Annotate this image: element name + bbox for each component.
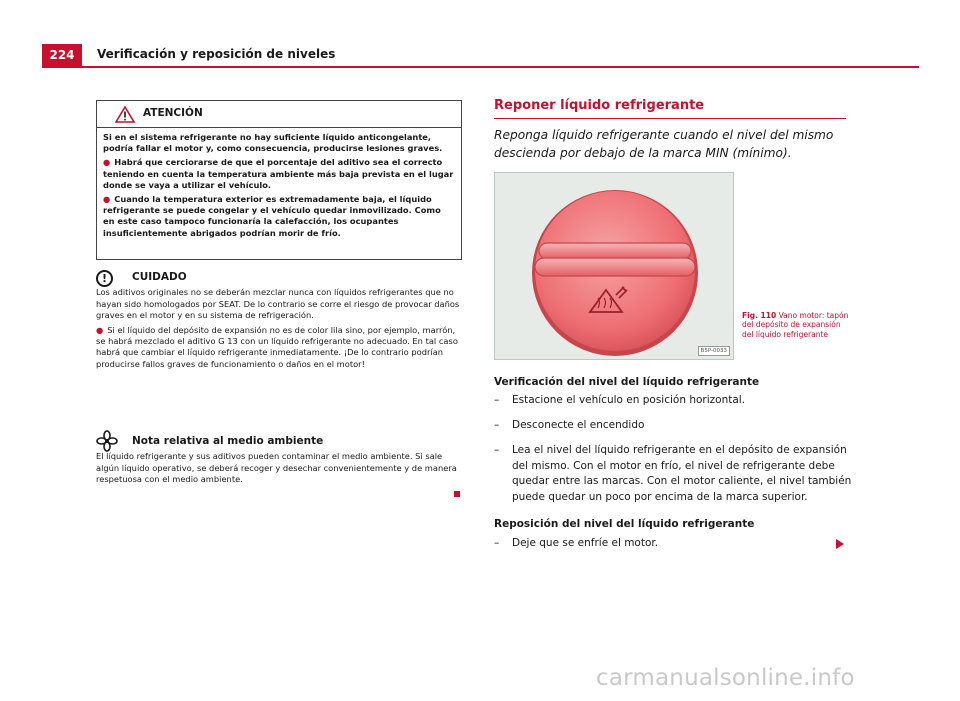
dash-marker: – xyxy=(494,394,500,406)
warning-body xyxy=(97,128,461,239)
warning-triangle-icon xyxy=(115,106,135,123)
caption-label: Fig. 110 xyxy=(742,311,777,320)
figure-caption xyxy=(742,311,850,339)
end-of-section-marker xyxy=(454,491,460,497)
warning-bullet: ● Cuando la temperatura exterior es extremadamente baja, el líquido refrigerante se puede congelar y el vehículo quedar inmovilizado. Como en este caso tampoco funcionaría la calefacción, los ocupantes insuficientemente abrigados podrían morir de frío. xyxy=(103,194,441,238)
warning-intro: Si en el sistema refrigerante no hay suficiente líquido anticongelante, podría fallar el motor y, como consecuencia, producirse lesiones graves. xyxy=(103,132,443,154)
figure-code: B5P-0033 xyxy=(698,346,730,356)
warning-title: ATENCIÓN xyxy=(143,107,203,119)
environment-text: El líquido refrigerante y sus aditivos pueden contaminar el medio ambiente. Si sale algún líquido operativo, se deberá recoger y desechar convenientemente y de manera respetuosa con el medio ambiente. xyxy=(96,451,457,485)
warning-header xyxy=(97,101,461,128)
figure-coolant-cap xyxy=(494,172,734,360)
warning-box xyxy=(96,100,462,260)
caution-bullet: ● Si el líquido del depósito de expansión no es de color lila sino, por ejemplo, marrón, se habrá mezclado el aditivo G 13 con un líquido refrigerante no adecuado. En tal caso habrá que cambiar el líquido refrigerante inmediatamente. ¡De lo contrario podrían producirse fallos graves de funcionamiento o daños en el motor! xyxy=(96,324,458,369)
bullet-icon: ● xyxy=(96,324,104,335)
continue-arrow-icon xyxy=(836,539,844,549)
caution-text: Los aditivos originales no se deberán mezclar nunca con líquidos refrigerantes que no hayan sido homologados por SEAT. De lo contrario se corre el riesgo de provocar daños graves en el motor y en su sistema de refrigeración. xyxy=(96,287,460,321)
chapter-title: Verificación y reposición de niveles xyxy=(97,47,336,61)
caution-note xyxy=(96,272,464,373)
check-step: – Lea el nivel del líquido refrigerante en el depósito de expansión del mismo. Con el motor en frío, el nivel de refrigerante debe quedar entre las marcas. Con el motor caliente, el nivel también puede quedar un poco por encima de la marca superior. xyxy=(494,444,852,503)
watermark: carmanualsonline.info xyxy=(596,665,855,691)
check-step: – Desconecte el encendido xyxy=(494,418,854,434)
bullet-icon: ● xyxy=(103,157,111,168)
dash-marker: – xyxy=(494,419,500,431)
check-heading: Verificación del nivel del líquido refrigerante xyxy=(494,376,760,388)
page-header xyxy=(42,44,919,68)
warning-bullet: ● Habrá que cerciorarse de que el porcentaje del aditivo sea el correcto teniendo en cuenta la temperatura ambiente más baja prevista en el lugar donde se vaya a utilizar el vehículo. xyxy=(103,157,454,190)
coolant-cap-image xyxy=(495,173,734,360)
page-number: 224 xyxy=(42,44,82,66)
caption-text: Vano motor: tapón del depósito de expansión del líquido refrigerante xyxy=(742,311,849,339)
flower-icon xyxy=(96,430,118,452)
section-intro: Reponga líquido refrigerante cuando el nivel del mismo descienda por debajo de la marca MIN (mínimo). xyxy=(494,128,834,160)
bullet-icon: ● xyxy=(103,194,111,205)
dash-marker: – xyxy=(494,537,500,549)
caution-title: CUIDADO xyxy=(132,271,187,283)
refill-heading: Reposición del nivel del líquido refrigerante xyxy=(494,518,755,530)
section-title: Reponer líquido refrigerante xyxy=(494,98,846,119)
dash-marker: – xyxy=(494,444,500,456)
exclamation-icon: ! xyxy=(96,270,113,287)
check-step: – Estacione el vehículo en posición horizontal. xyxy=(494,393,854,409)
environment-title: Nota relativa al medio ambiente xyxy=(132,435,324,447)
environment-note xyxy=(96,436,464,486)
refill-step: – Deje que se enfríe el motor. xyxy=(494,536,854,552)
